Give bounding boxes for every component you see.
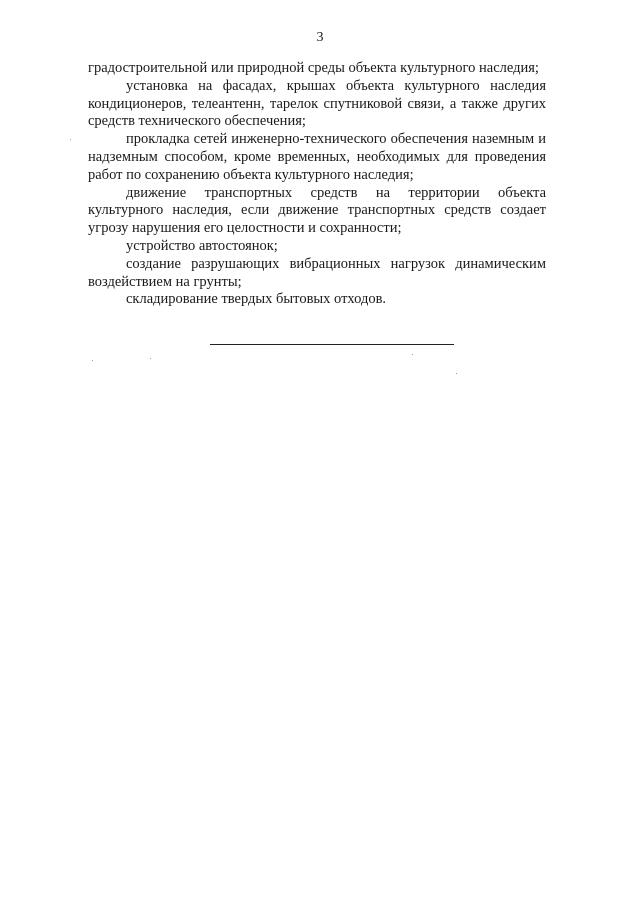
scan-speck [70, 139, 71, 140]
scan-speck [456, 373, 457, 374]
paragraph-continuation: градостроительной или природной среды объекта культурного наследия; [88, 60, 539, 76]
scan-speck [150, 358, 151, 359]
paragraph-parking: устройство автостоянок; [126, 237, 278, 254]
document-body [88, 60, 546, 309]
paragraph-facade-equipment: установка на фасадах, крышах объекта культурного наследия кондиционеров, телеантенн, тарелок спутниковой связи, а также других средств технического обеспечения; [88, 77, 546, 130]
paragraph-waste-storage: складирование твердых бытовых отходов. [126, 291, 387, 308]
scan-speck [92, 360, 93, 361]
paragraph-utility-networks: прокладка сетей инженерно-технического обеспечения наземным и надземным способом, кроме временных, необходимых для проведения работ по сохранению объекта культурного наследия; [88, 131, 546, 183]
scan-speck [412, 354, 413, 355]
paragraph-vibration-loads: создание разрушающих вибрационных нагрузок динамическим воздействием на грунты; [88, 255, 546, 290]
page-number: 3 [316, 30, 324, 45]
end-of-text-rule [210, 344, 454, 345]
paragraph-vehicle-traffic: движение транспортных средств на территории объекта культурного наследия, если движение транспортных средств создает угрозу нарушения его целостности и сохранности; [88, 184, 546, 237]
